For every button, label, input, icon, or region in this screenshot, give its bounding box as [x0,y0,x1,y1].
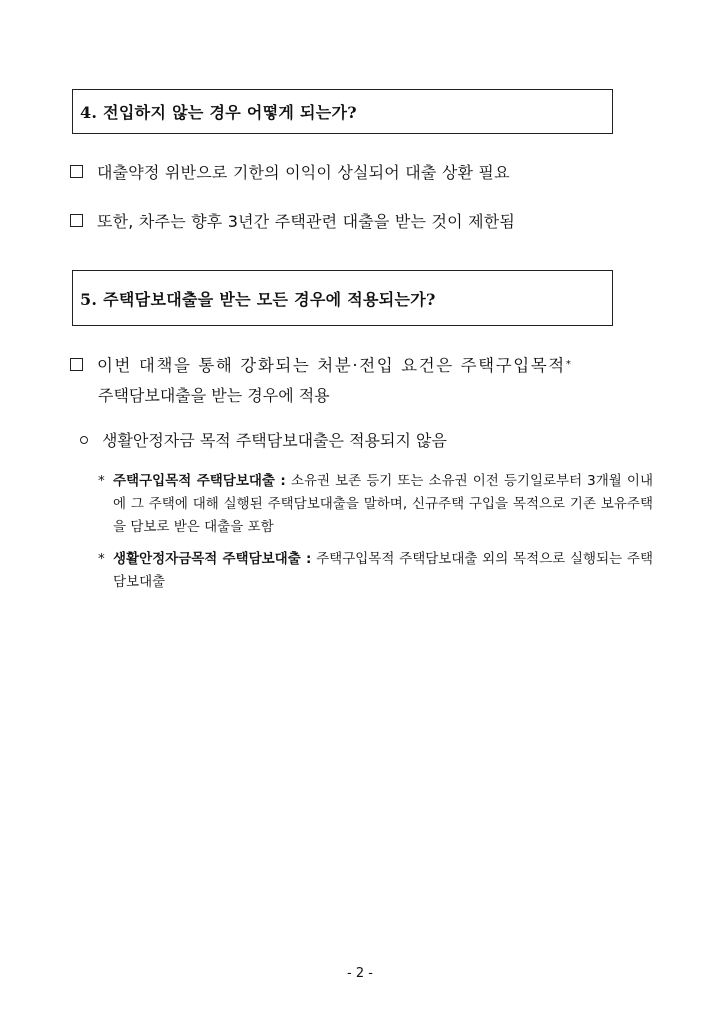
footnote-1-body: 소유권 보존 등기 또는 소유권 이전 등기일로부터 3개월 이내에 그 주택에 대해 실행된 주택담보대출을 말하며, 신규주택 구입을 목적으로 기존 보유주택을 담보로 받은 대출을 포함 [113,473,653,535]
circle-bullet-icon [80,436,88,444]
section-4-heading-box [72,89,613,134]
footnote-marker: * [565,358,571,370]
q4-bullet-2-text: 또한, 차주는 향후 3년간 주택관련 대출을 받는 것이 제한됨 [97,212,516,231]
section-5-heading-box [72,270,613,326]
square-bullet-icon [70,214,83,227]
footnote-2-star: * [98,551,105,567]
footnote-1-lead: 주택구입목적 주택담보대출 : [113,473,286,489]
footnote-2-body: 주택구입목적 주택담보대출 외의 목적으로 실행되는 주택담보대출 [113,551,654,590]
q5-bullet-line1: 이번 대책을 통해 강화되는 처분·전입 요건은 주택구입목적 [97,356,566,375]
square-bullet-icon [70,358,83,371]
footnote-2 [98,548,653,594]
q4-bullet-1-text: 대출약정 위반으로 기한의 이익이 상실되어 대출 상환 필요 [97,163,510,182]
section-5-title: 5. 주택담보대출을 받는 모든 경우에 적용되는가? [80,289,436,309]
q4-bullet-1 [70,160,510,183]
q4-bullet-2 [70,209,515,232]
page-number: - 2 - [347,966,373,981]
section-4-title: 4. 전입하지 않는 경우 어떻게 되는가? [80,103,357,122]
footnote-2-lead: 생활안정자금목적 주택담보대출 : [113,551,312,567]
q5-sub-item-text: 생활안정자금 목적 주택담보대출은 적용되지 않음 [102,431,447,450]
footnote-1-star: * [98,473,105,489]
square-bullet-icon [70,165,83,178]
q5-bullet-line2: 주택담보대출을 받는 경우에 적용 [98,386,330,405]
q5-sub-item [80,428,447,451]
footnote-1 [98,470,653,539]
q5-bullet [70,352,571,376]
